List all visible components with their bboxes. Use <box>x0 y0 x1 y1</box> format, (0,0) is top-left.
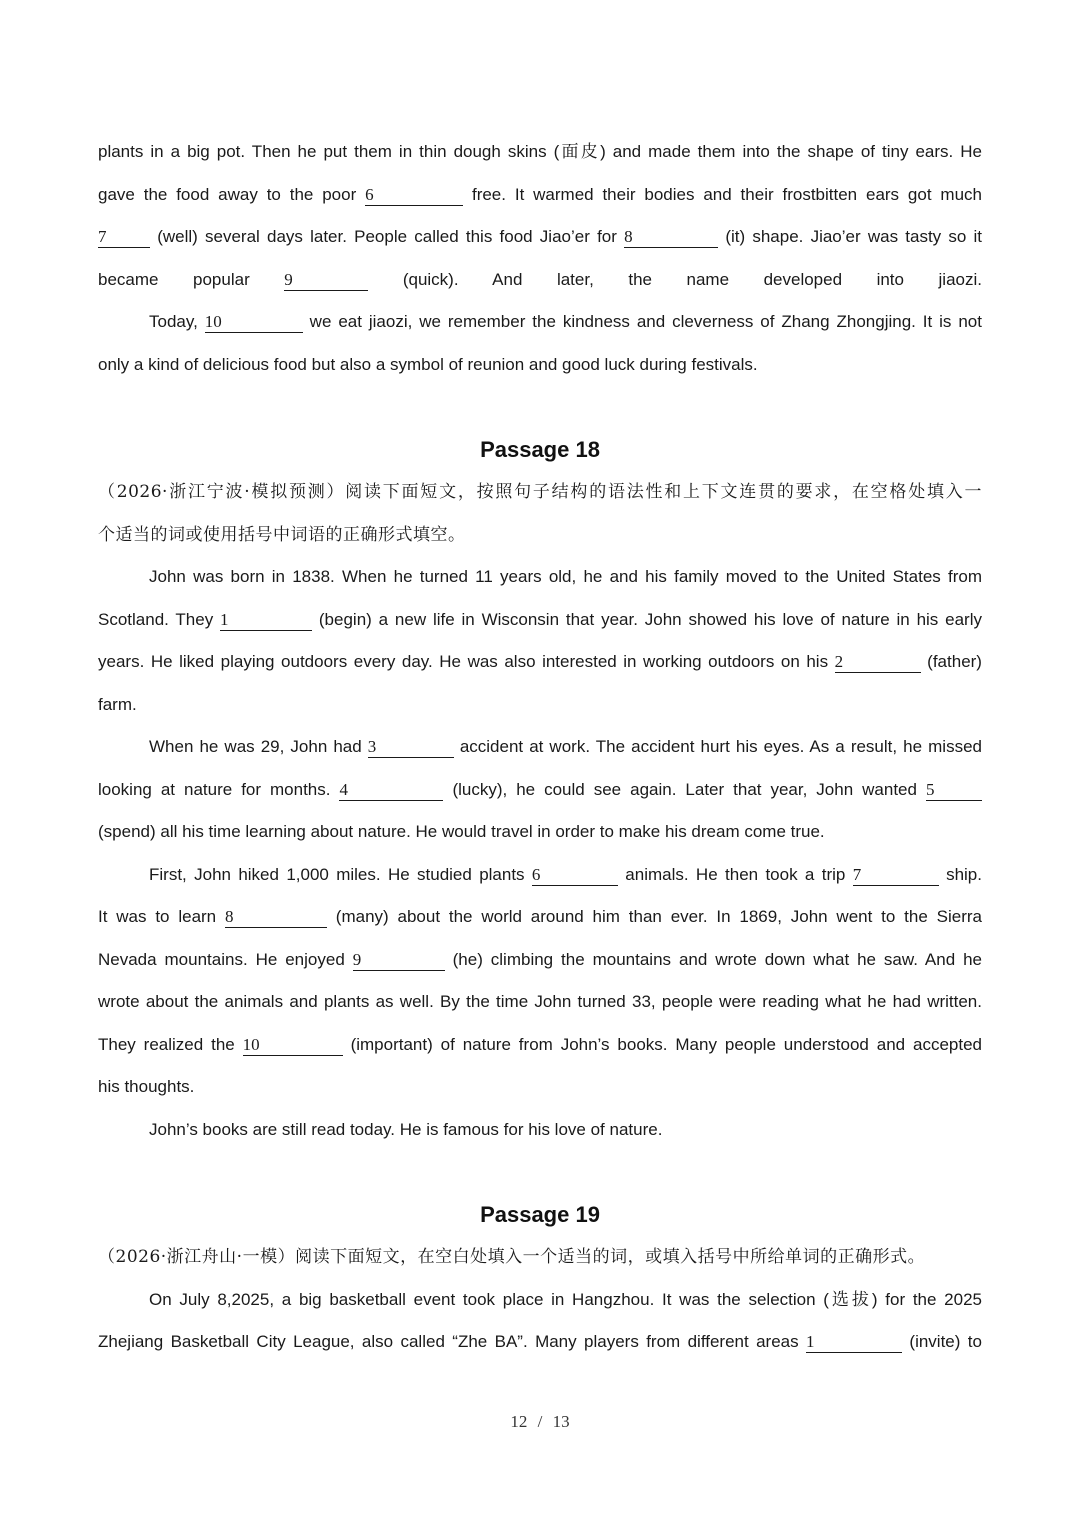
text-segment: Today, <box>149 312 198 331</box>
text-line: plants in a big pot. Then he put them in thin dough skins (面皮) and made them into the shape of tiny ears. He <box>98 142 982 161</box>
passage-title: Passage 19 <box>480 1201 600 1227</box>
text-line: wrote about the animals and plants as well. By the time John turned 33, people were reading what he had written. <box>98 992 982 1011</box>
answer-blank-1[interactable]: 1 <box>220 610 312 631</box>
text-segment: When he was 29, John had <box>149 737 362 756</box>
text-segment: free. It warmed their bodies and their frostbitten ears got much <box>471 184 982 204</box>
answer-blank-7[interactable]: 7 <box>98 227 150 248</box>
text-segment: First, John hiked 1,000 miles. He studied plants <box>149 864 525 884</box>
text-line: his thoughts. <box>98 1077 195 1096</box>
passage-title: Passage 18 <box>480 436 600 462</box>
spacer <box>98 1151 982 1194</box>
text-line <box>98 939 982 982</box>
passage-18 <box>98 429 982 1152</box>
text-segment: (he) climbing the mountains and wrote down what he saw. And he <box>452 949 982 969</box>
text-line <box>98 726 982 769</box>
text-segment: (lucky), he could see again. Later that year, John wanted <box>452 779 917 799</box>
text-segment: Nevada mountains. He enjoyed <box>98 949 345 969</box>
text-segment: ship. <box>946 864 982 884</box>
document-body <box>98 131 982 1364</box>
text-line <box>98 896 982 939</box>
text-line: only a kind of delicious food but also a symbol of reunion and good luck during festivals. <box>98 354 758 374</box>
answer-blank-8[interactable]: 8 <box>225 907 327 928</box>
answer-blank-9[interactable]: 9 <box>353 950 445 971</box>
total-pages: 13 <box>552 1412 570 1431</box>
text-line <box>98 1321 982 1364</box>
text-line <box>98 641 982 684</box>
text-line <box>98 174 982 217</box>
spacer <box>98 386 982 429</box>
text-segment: (many) about the world around him than ever. In 1869, John went to the Sierra <box>335 907 982 926</box>
answer-blank-3[interactable]: 3 <box>368 737 454 758</box>
text-segment: looking at nature for months. <box>98 779 331 799</box>
answer-blank-6[interactable]: 6 <box>365 185 463 206</box>
page-separator: / <box>537 1412 543 1431</box>
text-line: (spend) all his time learning about nature. He would travel in order to make his dream come true. <box>98 822 825 841</box>
answer-blank-7[interactable]: 7 <box>853 865 939 886</box>
answer-blank-10[interactable]: 10 <box>243 1035 343 1056</box>
answer-blank-9[interactable]: 9 <box>284 270 368 291</box>
text-segment: became popular <box>98 269 250 289</box>
answer-blank-4[interactable]: 4 <box>339 780 443 801</box>
current-page: 12 <box>510 1412 528 1431</box>
instruction-line: （2026·浙江宁波·模拟预测）阅读下面短文，按照句子结构的语法性和上下文连贯的要求，在空格处填入一 <box>98 482 982 502</box>
instruction-line: （2026·浙江舟山·一模）阅读下面短文，在空白处填入一个适当的词，或填入括号中所给单词的正确形式。 <box>98 1247 926 1267</box>
text-segment: (important) of nature from John’s books. Many people understood and accepted <box>350 1034 983 1054</box>
text-line: John was born in 1838. When he turned 11 years old, he and his family moved to the United States from <box>149 567 982 586</box>
text-segment: gave the food away to the poor <box>98 184 357 204</box>
passage-19 <box>98 1194 982 1364</box>
text-segment: (invite) to <box>909 1332 982 1351</box>
text-segment: It was to learn <box>98 907 217 926</box>
text-line <box>98 301 982 344</box>
text-segment: years. He liked playing outdoors every day. He was also interested in working outdoors on his <box>98 652 829 671</box>
answer-blank-1[interactable]: 1 <box>806 1332 902 1353</box>
text-line <box>98 599 982 642</box>
text-line: farm. <box>98 694 137 714</box>
text-segment: we eat jiaozi, we remember the kindness and cleverness of Zhang Zhongjing. It is not <box>309 312 982 331</box>
text-segment: (quick). And later, the name developed into jiaozi. <box>402 269 982 289</box>
text-line <box>98 216 982 259</box>
text-line <box>98 259 982 302</box>
answer-blank-2[interactable]: 2 <box>835 652 921 673</box>
answer-blank-8[interactable]: 8 <box>624 227 718 248</box>
text-segment: (it) shape. Jiao’er was tasty so it <box>725 227 983 246</box>
answer-blank-10[interactable]: 10 <box>205 312 303 333</box>
text-line <box>98 769 982 812</box>
page-number <box>0 1412 1080 1432</box>
text-segment: (father) <box>927 652 982 671</box>
text-segment: accident at work. The accident hurt his eyes. As a result, he missed <box>459 737 982 756</box>
answer-blank-6[interactable]: 6 <box>532 865 618 886</box>
instruction-line: 个适当的词或使用括号中词语的正确形式填空。 <box>98 524 466 545</box>
answer-blank-5[interactable]: 5 <box>926 780 982 801</box>
text-segment: animals. He then took a trip <box>625 864 846 884</box>
text-segment: Scotland. They <box>98 609 214 629</box>
text-line <box>98 854 982 897</box>
text-line: John’s books are still read today. He is famous for his love of nature. <box>149 1119 663 1139</box>
passage-17-continuation <box>98 131 982 386</box>
text-line: On July 8,2025, a big basketball event took place in Hangzhou. It was the selection (选拔) for the 2025 <box>149 1289 982 1309</box>
text-line <box>98 1024 982 1067</box>
text-segment: They realized the <box>98 1034 235 1054</box>
text-segment: (well) several days later. People called this food Jiao’er for <box>157 227 617 246</box>
text-segment: Zhejiang Basketball City League, also called “Zhe BA”. Many players from different areas <box>98 1332 799 1351</box>
text-segment: (begin) a new life in Wisconsin that year. John showed his love of nature in his early <box>318 609 982 629</box>
